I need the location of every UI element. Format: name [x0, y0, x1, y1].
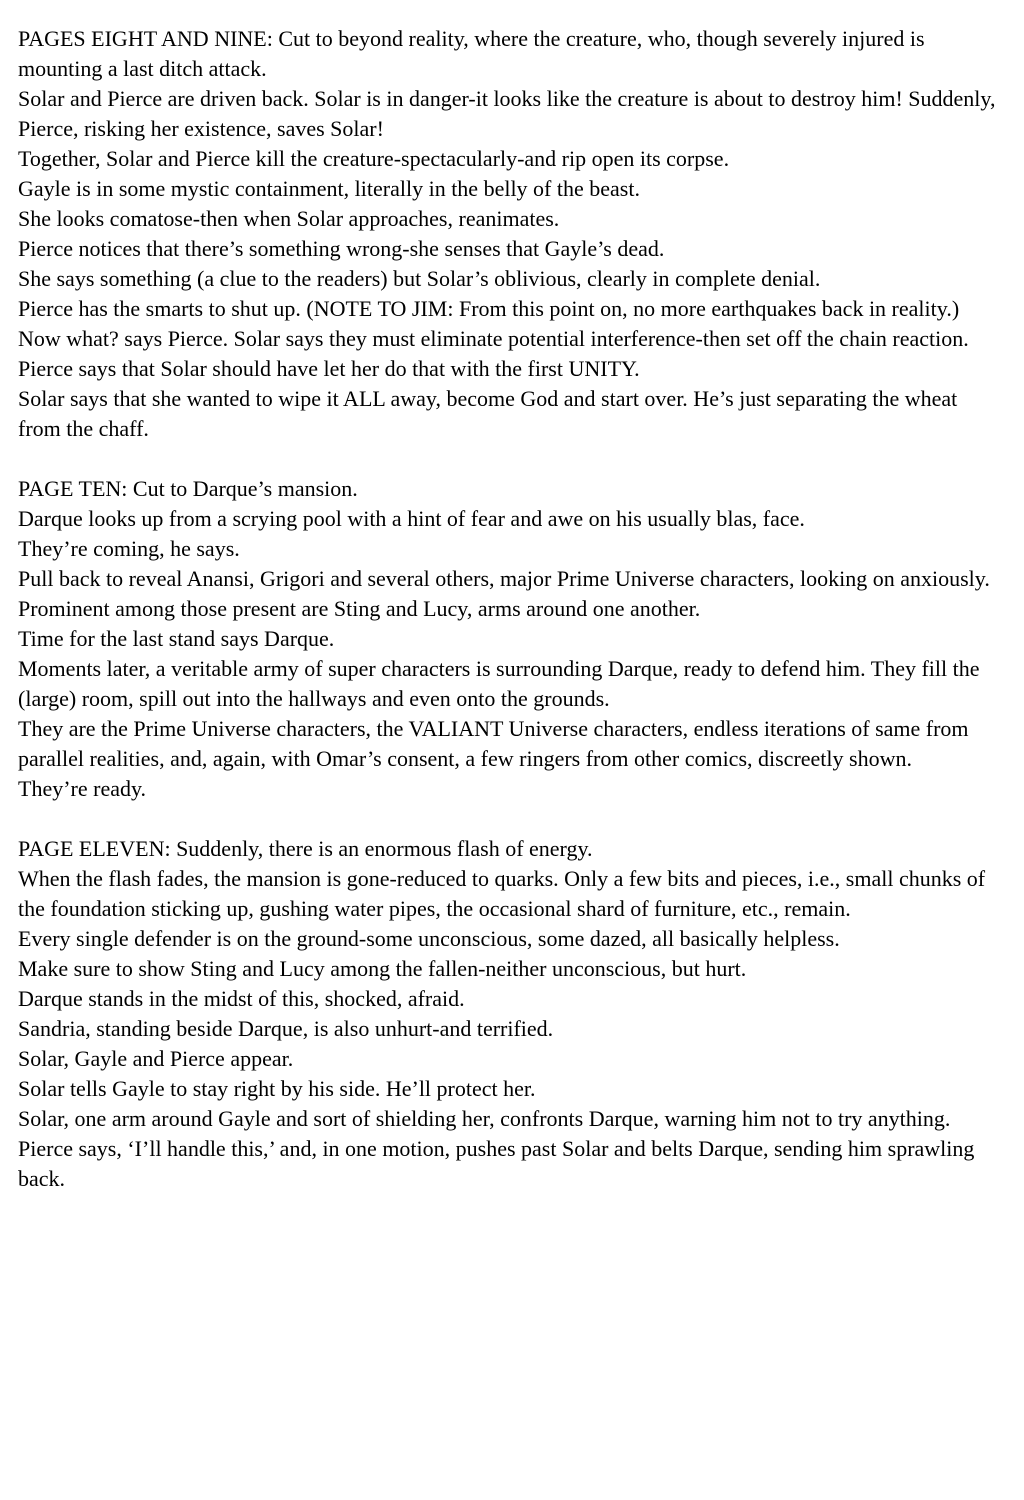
paragraph: PAGES EIGHT AND NINE: Cut to beyond reality, where the creature, who, though severely injured is mounting a last ditch attack. [18, 26, 925, 81]
section-page-eleven [18, 834, 1003, 1194]
paragraph: Solar, one arm around Gayle and sort of shielding her, confronts Darque, warning him not to try anything. [18, 1106, 951, 1131]
section-page-ten [18, 474, 1003, 804]
paragraph: Solar tells Gayle to stay right by his side. He’ll protect her. [18, 1076, 536, 1101]
script-document [18, 24, 1003, 1194]
paragraph: Sandria, standing beside Darque, is also unhurt-and terrified. [18, 1016, 554, 1041]
paragraph: They are the Prime Universe characters, the VALIANT Universe characters, endless iterations of same from parallel realities, and, again, with Omar’s consent, a few ringers from other comics, discreetly shown. [18, 716, 969, 771]
paragraph: Now what? says Pierce. Solar says they must eliminate potential interference-then set off the chain reaction. [18, 326, 969, 351]
paragraph: Moments later, a veritable army of super characters is surrounding Darque, ready to defend him. They fill the (large) room, spill out into the hallways and even onto the grounds. [18, 656, 980, 711]
paragraph: Every single defender is on the ground-some unconscious, some dazed, all basically helpless. [18, 926, 840, 951]
paragraph: Darque looks up from a scrying pool with a hint of fear and awe on his usually blas, face. [18, 506, 805, 531]
paragraph: Solar and Pierce are driven back. Solar is in danger-it looks like the creature is about to destroy him! Suddenly, Pierce, risking her existence, saves Solar! [18, 86, 996, 141]
paragraph: Pierce notices that there’s something wrong-she senses that Gayle’s dead. [18, 236, 665, 261]
paragraph: PAGE ELEVEN: Suddenly, there is an enormous flash of energy. [18, 836, 593, 861]
paragraph: She says something (a clue to the readers) but Solar’s oblivious, clearly in complete denial. [18, 266, 821, 291]
paragraph: Time for the last stand says Darque. [18, 626, 335, 651]
paragraph: Solar, Gayle and Pierce appear. [18, 1046, 294, 1071]
paragraph: Darque stands in the midst of this, shocked, afraid. [18, 986, 465, 1011]
paragraph: They’re coming, he says. [18, 536, 240, 561]
paragraph: Pierce says, ‘I’ll handle this,’ and, in one motion, pushes past Solar and belts Darque, sending him sprawling back. [18, 1136, 975, 1191]
paragraph: She looks comatose-then when Solar approaches, reanimates. [18, 206, 560, 231]
paragraph: Prominent among those present are Sting and Lucy, arms around one another. [18, 596, 701, 621]
paragraph: Gayle is in some mystic containment, literally in the belly of the beast. [18, 176, 640, 201]
paragraph: Together, Solar and Pierce kill the creature-spectacularly-and rip open its corpse. [18, 146, 730, 171]
paragraph: They’re ready. [18, 776, 147, 801]
paragraph: Pull back to reveal Anansi, Grigori and several others, major Prime Universe characters, looking on anxiously. [18, 566, 990, 591]
paragraph: Solar says that she wanted to wipe it ALL away, become God and start over. He’s just separating the wheat from the chaff. [18, 386, 958, 441]
paragraph: Make sure to show Sting and Lucy among the fallen-neither unconscious, but hurt. [18, 956, 747, 981]
section-pages-eight-and-nine [18, 24, 1003, 444]
paragraph: PAGE TEN: Cut to Darque’s mansion. [18, 476, 358, 501]
paragraph: When the flash fades, the mansion is gone-reduced to quarks. Only a few bits and pieces, i.e., small chunks of the foundation sticking up, gushing water pipes, the occasional shard of furniture, etc., remain. [18, 866, 986, 921]
paragraph: Pierce has the smarts to shut up. (NOTE TO JIM: From this point on, no more earthquakes back in reality.) [18, 296, 960, 321]
paragraph: Pierce says that Solar should have let her do that with the first UNITY. [18, 356, 640, 381]
